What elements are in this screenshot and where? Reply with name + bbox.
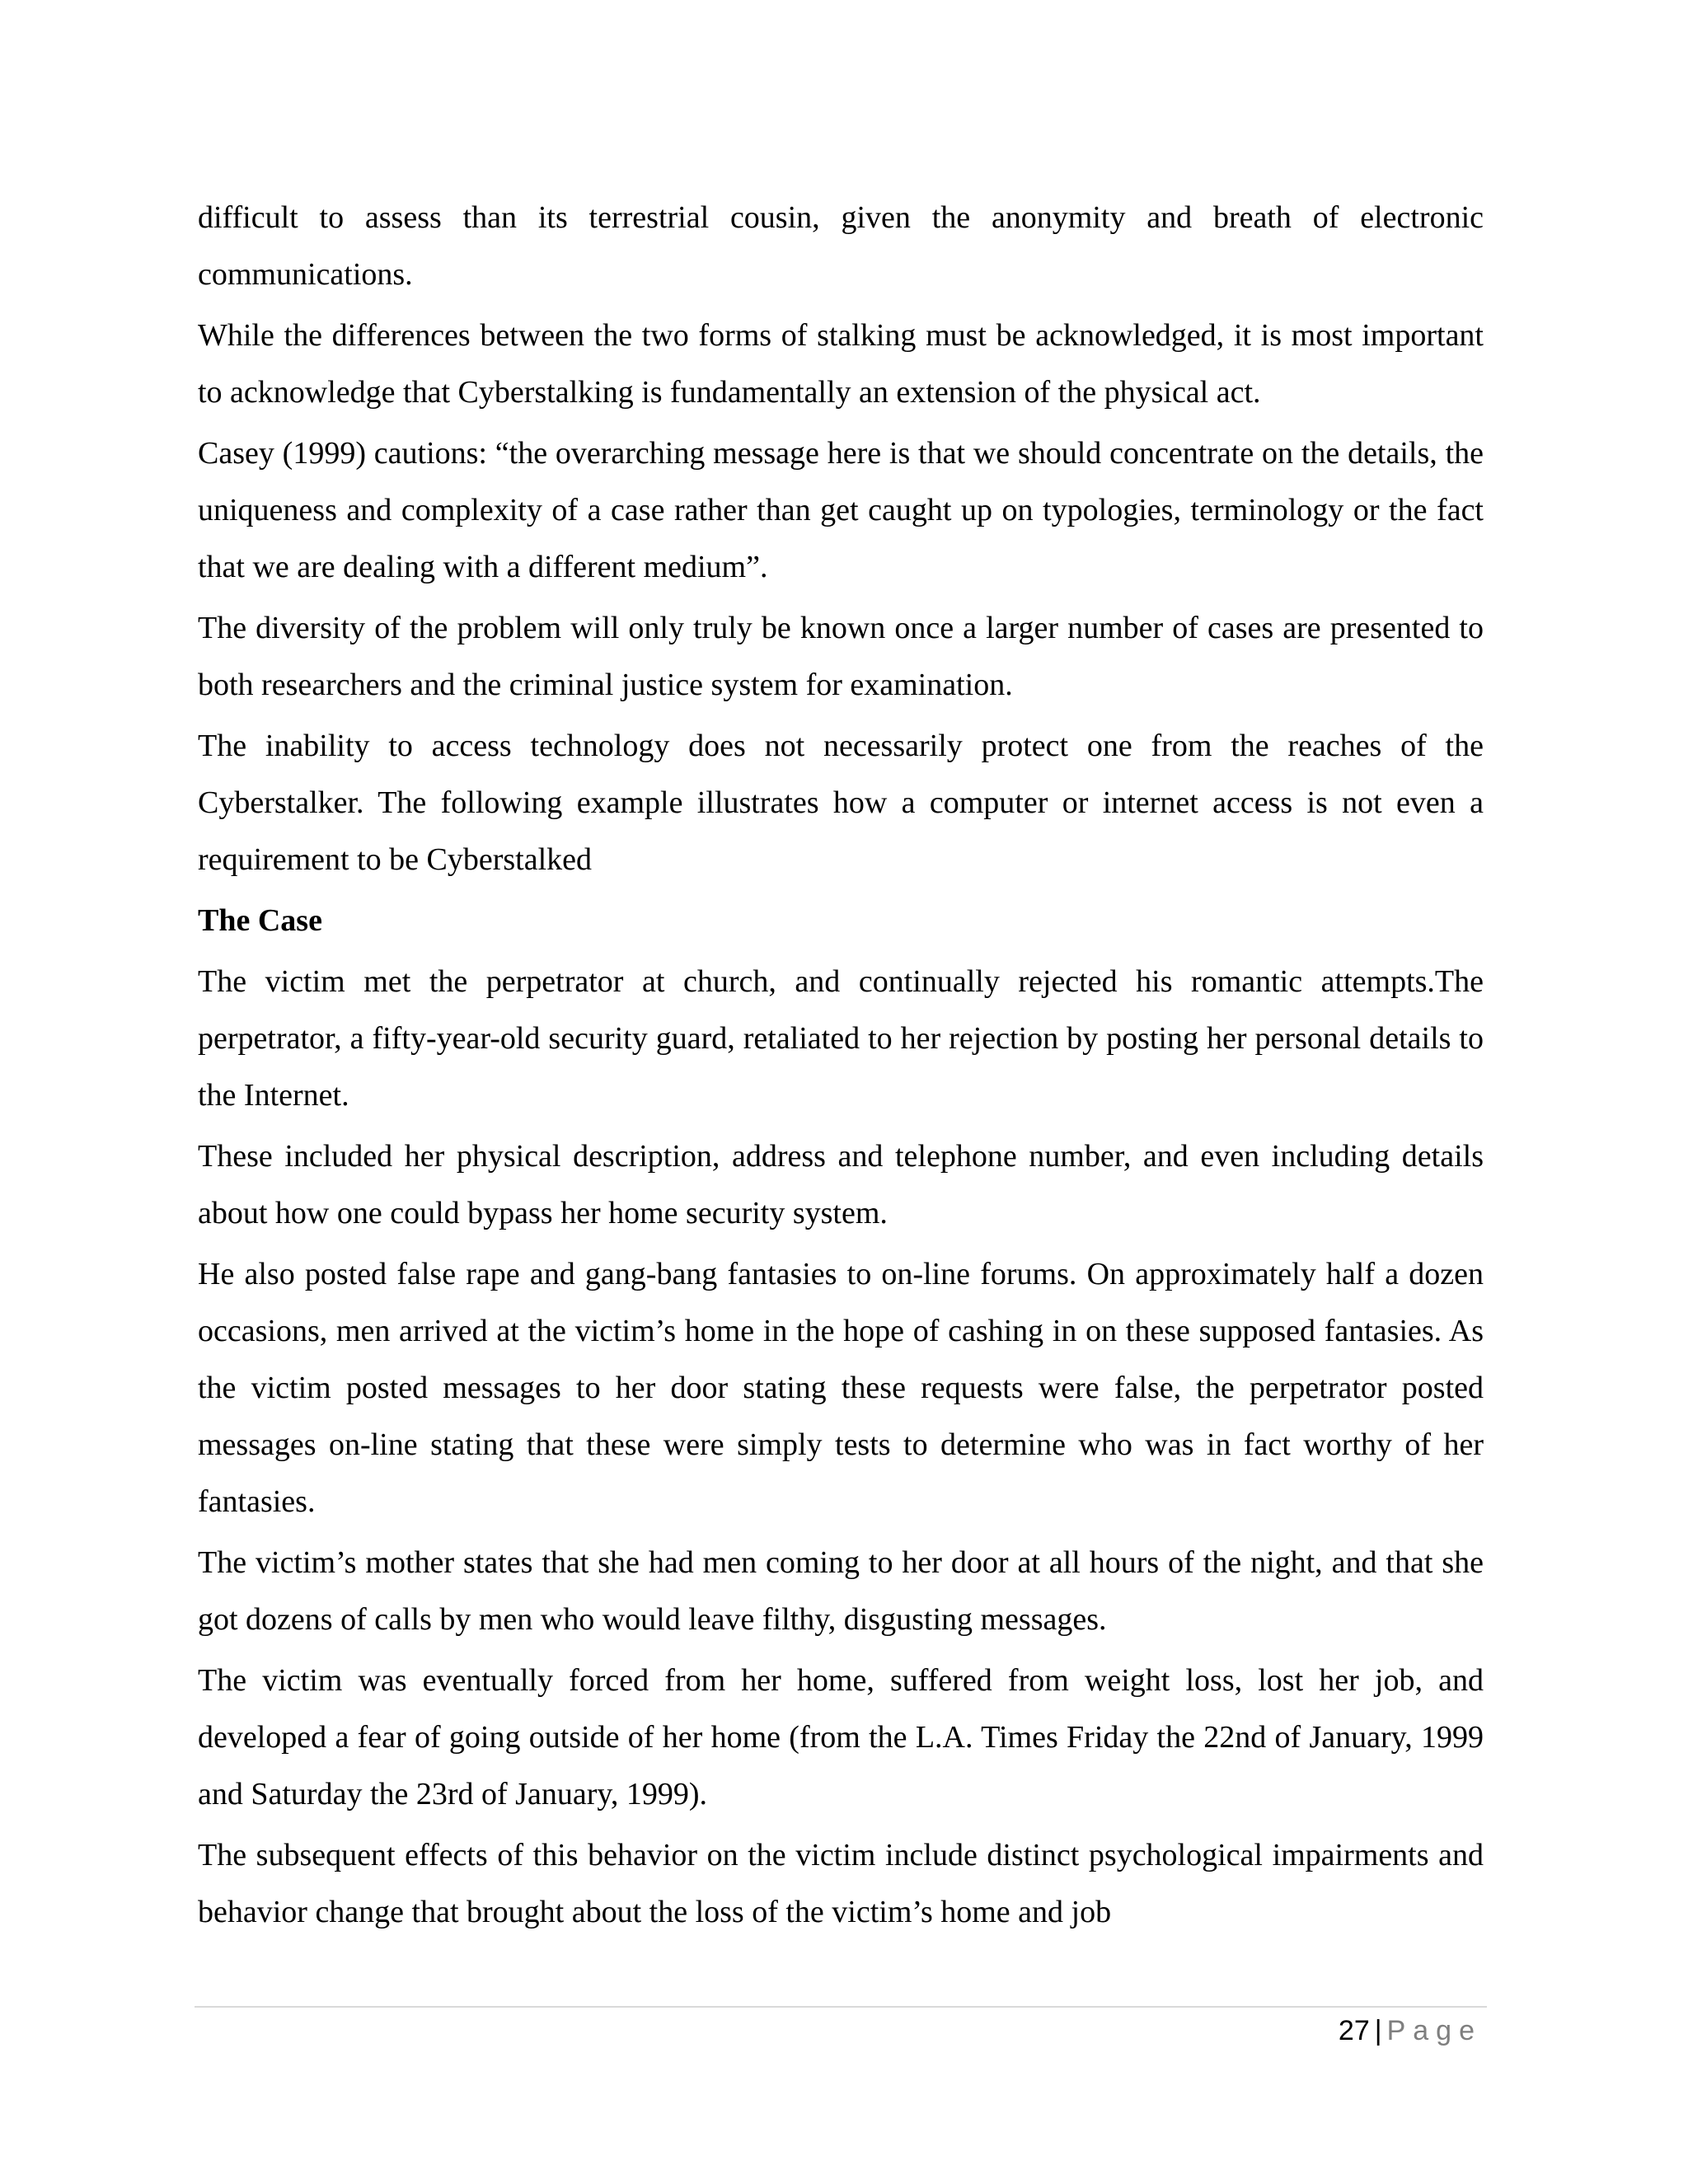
page-label: Page bbox=[1386, 2015, 1482, 2046]
case-paragraph: These included her physical description, address and telephone number, and even including details about how one could bypass her home security system. bbox=[198, 1139, 1484, 1230]
paragraph: The inability to access technology does not necessarily protect one from the reaches of the Cyberstalker. The following example illustrates how a computer or internet access is not even a requirement to be Cyberstalked bbox=[198, 729, 1484, 877]
paragraph: difficult to assess than its terrestrial cousin, given the anonymity and breath of electronic communications. bbox=[198, 200, 1484, 292]
footer-separator: | bbox=[1374, 2015, 1382, 2046]
page-body bbox=[198, 190, 1484, 1945]
paragraph: Casey (1999) cautions: “the overarching message here is that we should concentrate on the details, the uniqueness and complexity of a case rather than get caught up on typologies, terminology or the fact that we are dealing with a different medium”. bbox=[198, 436, 1484, 584]
paragraph: While the differences between the two forms of stalking must be acknowledged, it is most important to acknowledge that Cyberstalking is fundamentally an extension of the physical act. bbox=[198, 318, 1484, 410]
page-number: 27 bbox=[1338, 2015, 1370, 2046]
footer-divider bbox=[195, 2006, 1487, 2008]
case-paragraph: He also posted false rape and gang-bang fantasies to on-line forums. On approximately half a dozen occasions, men arrived at the victim’s home in the hope of cashing in on these supposed fantasies. As the victim posted messages to her door stating these requests were false, the perpetrator posted messages on-line stating that these were simply tests to determine who was in fact worthy of her fantasies. bbox=[198, 1257, 1484, 1519]
case-paragraph: The victim met the perpetrator at church, and continually rejected his romantic attempts.The perpetrator, a fifty-year-old security guard, retaliated to her rejection by posting her personal details to the Internet. bbox=[198, 964, 1484, 1113]
case-paragraph: The victim’s mother states that she had men coming to her door at all hours of the night, and that she got dozens of calls by men who would leave filthy, disgusting messages. bbox=[198, 1545, 1484, 1637]
case-paragraph: The victim was eventually forced from her home, suffered from weight loss, lost her job, and developed a fear of going outside of her home (from the L.A. Times Friday the 22nd of January, 1999 and Saturday the 23rd of January, 1999). bbox=[198, 1663, 1484, 1811]
page-footer bbox=[1339, 2011, 1482, 2050]
section-heading: The Case bbox=[198, 903, 322, 938]
paragraph: The diversity of the problem will only truly be known once a larger number of cases are presented to both researchers and the criminal justice system for examination. bbox=[198, 611, 1484, 702]
case-paragraph: The subsequent effects of this behavior on the victim include distinct psychological impairments and behavior change that brought about the loss of the victim’s home and job bbox=[198, 1838, 1484, 1929]
